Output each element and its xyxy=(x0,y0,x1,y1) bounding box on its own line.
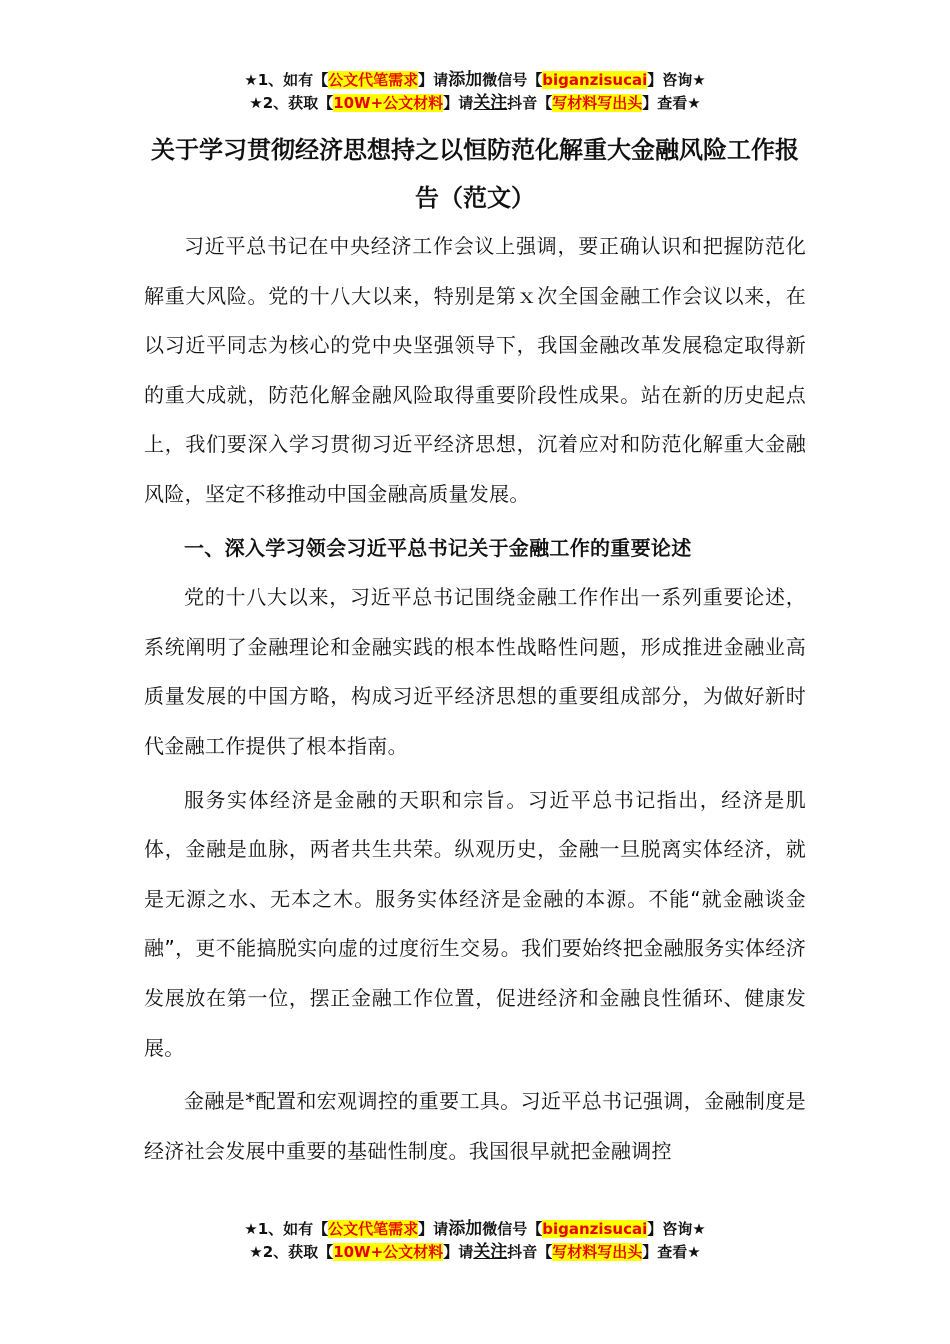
banner-text: 抖音【 xyxy=(507,1243,553,1261)
document-title: 关于学习贯彻经济思想持之以恒防范化解重大金融风险工作报告（范文） xyxy=(151,136,799,212)
header-banner xyxy=(0,69,950,115)
body-paragraph: 服务实体经济是金融的天职和宗旨。习近平总书记指出，经济是肌体，金融是血脉，两者共生共荣。纵观历史，金融一旦脱离实体经济，就是无源之水、无本之木。服务实体经济是金融的本源。不能“就金融谈金融”，更不能搞脱实向虚的过度衍生交易。我们要始终把金融服务实体经济发展放在第一位，摆正金融工作位置，促进经济和金融良性循环、健康发展。 xyxy=(144,787,806,1060)
banner-text: 微信号【 xyxy=(482,1220,543,1238)
banner-text: ★2、获取【 xyxy=(249,1243,334,1261)
banner-line-1 xyxy=(0,1218,950,1241)
highlight-materials: 10W+公文材料 xyxy=(333,1243,444,1261)
banner-text: 】请 xyxy=(443,94,474,112)
highlight-service: 公文代笔需求 xyxy=(328,1220,419,1238)
banner-line-1 xyxy=(0,69,950,92)
banner-text: ★1、如有【 xyxy=(244,71,329,89)
banner-text: 】请 xyxy=(443,1243,474,1261)
highlight-douyin-id: 写材料写出头 xyxy=(552,94,643,112)
banner-text: ★1、如有【 xyxy=(244,1220,329,1238)
body-paragraph: 金融是*配置和宏观调控的重要工具。习近平总书记强调，金融制度是经济社会发展中重要的基础性制度。我国很早就把金融调控 xyxy=(144,1089,806,1163)
banner-text: 】查看★ xyxy=(642,94,701,112)
banner-text: 抖音【 xyxy=(507,94,553,112)
banner-line-2 xyxy=(0,92,950,115)
banner-text: 】请 xyxy=(418,1220,449,1238)
banner-text: 微信号【 xyxy=(482,71,543,89)
highlight-service: 公文代笔需求 xyxy=(328,71,419,89)
banner-text: 】咨询★ xyxy=(647,1220,706,1238)
banner-emphasis: 关注 xyxy=(473,93,508,113)
banner-text: 】请 xyxy=(418,71,449,89)
banner-text: 】咨询★ xyxy=(647,71,706,89)
body-paragraph: 党的十八大以来，习近平总书记围绕金融工作作出一系列重要论述，系统阐明了金融理论和金融实践的根本性战略性问题，形成推进金融业高质量发展的中国方略，构成习近平经济思想的重要组成部分，为做好新时代金融工作提供了根本指南。 xyxy=(144,585,806,758)
section-heading: 一、深入学习领会习近平总书记关于金融工作的重要论述 xyxy=(184,535,692,560)
banner-emphasis: 添加 xyxy=(448,1219,483,1239)
highlight-douyin-id: 写材料写出头 xyxy=(552,1243,643,1261)
banner-emphasis: 关注 xyxy=(473,1242,508,1262)
highlight-materials: 10W+公文材料 xyxy=(333,94,444,112)
banner-text: 】查看★ xyxy=(642,1243,701,1261)
banner-line-2 xyxy=(0,1241,950,1264)
document-body xyxy=(144,222,806,1207)
highlight-wechat-id: biganzisucai xyxy=(542,71,648,89)
banner-text: ★2、获取【 xyxy=(249,94,334,112)
intro-paragraph: 习近平总书记在中央经济工作会议上强调，要正确认识和把握防范化解重大风险。党的十八大以来，特别是第ｘ次全国金融工作会议以来，在以习近平同志为核心的党中央坚强领导下，我国金融改革发展稳定取得新的重大成就，防范化解金融风险取得重要阶段性成果。站在新的历史起点上，我们要深入学习贯彻习近平经济思想，沉着应对和防范化解重大金融风险，坚定不移推动中国金融高质量发展。 xyxy=(144,234,806,506)
highlight-wechat-id: biganzisucai xyxy=(542,1220,648,1238)
footer-banner xyxy=(0,1218,950,1264)
banner-emphasis: 添加 xyxy=(448,70,483,90)
